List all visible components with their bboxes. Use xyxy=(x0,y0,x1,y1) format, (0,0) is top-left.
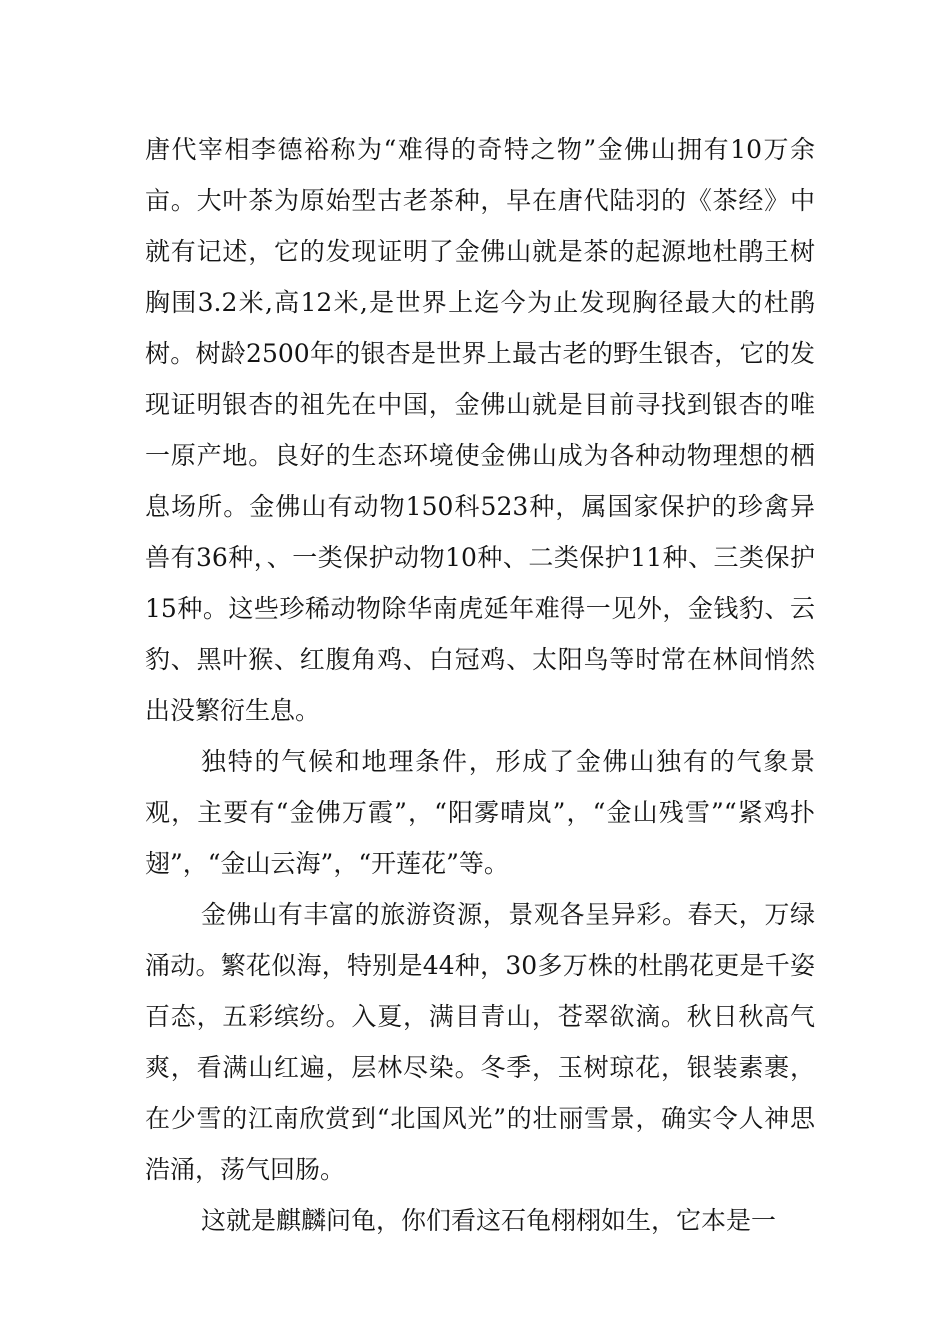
paragraph-seasonal-tourism: 金佛山有丰富的旅游资源，景观各呈异彩。春天，万绿涌动。繁花似海，特别是44种，30多万株的杜鹃花更是千姿百态，五彩缤纷。入夏，满目青山，苍翠欲滴。秋日秋高气爽，看满山红遍，层林尽染。冬季，玉树琼花，银装素裹，在少雪的江南欣赏到“北国风光”的壮丽雪景，确实令人神思浩涌，荡气回肠。 xyxy=(145,900,815,1184)
document-body xyxy=(145,124,815,1246)
paragraph-weather-scenery: 独特的气候和地理条件，形成了金佛山独有的气象景观，主要有“金佛万霞”，“阳雾晴岚”，“金山残雪”“紧鸡扑翅”，“金山云海”，“开莲花”等。 xyxy=(145,747,815,878)
paragraph-flora-fauna: 唐代宰相李德裕称为“难得的奇特之物”金佛山拥有10万余亩。大叶茶为原始型古老茶种，早在唐代陆羽的《茶经》中就有记述，它的发现证明了金佛山就是茶的起源地杜鹃王树胸围3.2米,高12米,是世界上迄今为止发现胸径最大的杜鹃树。树龄2500年的银杏是世界上最古老的野生银杏，它的发现证明银杏的祖先在中国，金佛山就是目前寻找到银杏的唯一原产地。良好的生态环境使金佛山成为各种动物理想的栖息场所。金佛山有动物150科523种，属国家保护的珍禽异兽有36种，、一类保护动物10种、二类保护11种、三类保护15种。这些珍稀动物除华南虎延年难得一见外，金钱豹、云豹、黑叶猴、红腹角鸡、白冠鸡、太阳鸟等时常在林间悄然出没繁衍生息。 xyxy=(145,135,815,725)
paragraph-qilin-turtle: 这就是麒麟问龟，你们看这石龟栩栩如生，它本是一 xyxy=(201,1206,777,1235)
